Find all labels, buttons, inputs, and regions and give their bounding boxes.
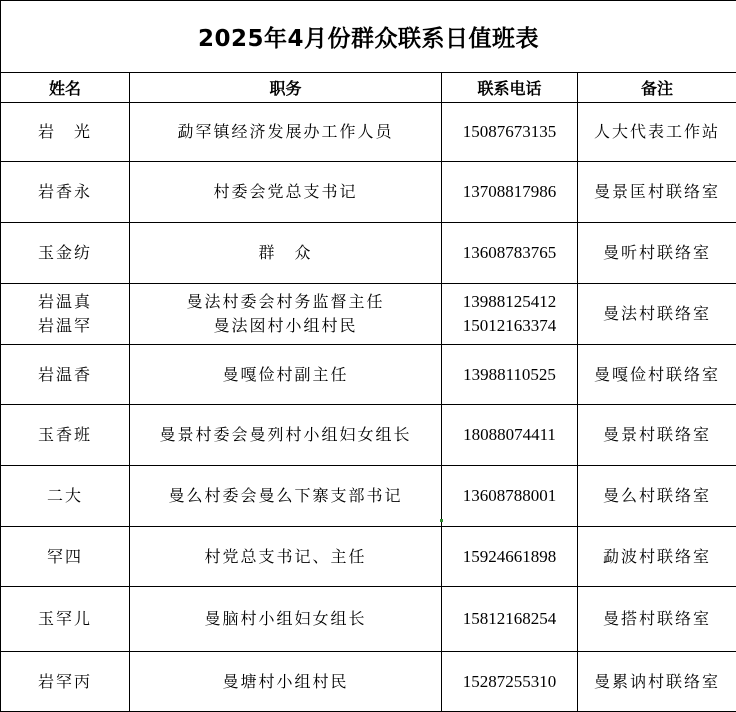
- table-row: [1, 103, 736, 162]
- position-cell: [130, 466, 442, 527]
- position-cell-text: 曼景村委会曼列村小组妇女组长: [130, 423, 441, 447]
- header-phone: 联系电话: [442, 73, 578, 103]
- note-cell: [578, 405, 736, 466]
- position-cell: [130, 284, 442, 345]
- roster-body: [1, 103, 736, 712]
- name-cell: [1, 162, 130, 223]
- phone-cell: [442, 466, 578, 527]
- table-row: [1, 466, 736, 527]
- phone-cell-text: 13608788001: [442, 484, 577, 508]
- note-cell-text: 曼听村联络室: [578, 241, 736, 265]
- name-cell: [1, 466, 130, 527]
- note-cell-text: 勐波村联络室: [578, 545, 736, 569]
- phone-cell: [442, 162, 578, 223]
- position-cell: [130, 223, 442, 284]
- position-cell: [130, 527, 442, 587]
- phone-cell-text: 15087673135: [442, 120, 577, 144]
- note-cell-text: 曼嘎俭村联络室: [578, 363, 736, 387]
- note-cell: [578, 652, 736, 712]
- phone-cell: [442, 103, 578, 162]
- phone-cell-text: 15812168254: [442, 607, 577, 631]
- position-cell-text: 勐罕镇经济发展办工作人员: [130, 120, 441, 144]
- position-cell: [130, 405, 442, 466]
- name-cell: [1, 652, 130, 712]
- phone-cell-text: 13988125412: [442, 290, 577, 314]
- name-cell-text: 玉香班: [1, 423, 129, 447]
- name-cell: [1, 223, 130, 284]
- phone-cell: [442, 652, 578, 712]
- position-cell-text: 村党总支书记、主任: [130, 545, 441, 569]
- note-cell: [578, 103, 736, 162]
- note-cell-text: 曼搭村联络室: [578, 607, 736, 631]
- table-row: [1, 162, 736, 223]
- table-row: [1, 405, 736, 466]
- position-cell-text: 曼塘村小组村民: [130, 670, 441, 694]
- name-cell-text: 玉金纺: [1, 241, 129, 265]
- position-cell-text: 曼法村委会村务监督主任: [130, 290, 441, 314]
- phone-cell: [442, 284, 578, 345]
- name-cell-text: 岩温真: [1, 290, 129, 314]
- note-cell-text: 曼累讷村联络室: [578, 670, 736, 694]
- name-cell-text: 岩温香: [1, 363, 129, 387]
- header-row: [1, 73, 736, 103]
- note-cell: [578, 587, 736, 652]
- position-cell-text: 曼法囡村小组村民: [130, 314, 441, 338]
- note-cell-text: 人大代表工作站: [578, 120, 736, 144]
- position-cell-text: 群 众: [130, 241, 441, 265]
- position-cell: [130, 587, 442, 652]
- phone-cell-text: 15012163374: [442, 314, 577, 338]
- phone-cell-text: 13708817986: [442, 180, 577, 204]
- phone-cell: [442, 527, 578, 587]
- phone-cell-text: 18088074411: [442, 423, 577, 447]
- name-cell-text: 罕四: [1, 545, 129, 569]
- name-cell-text: 二大: [1, 484, 129, 508]
- phone-cell-text: 15924661898: [442, 545, 577, 569]
- note-cell: [578, 284, 736, 345]
- header-name: 姓名: [1, 73, 130, 103]
- note-cell: [578, 466, 736, 527]
- header-position: 职务: [130, 73, 442, 103]
- note-cell-text: 曼么村联络室: [578, 484, 736, 508]
- table-row: [1, 652, 736, 712]
- phone-cell-text: 13988110525: [442, 363, 577, 387]
- name-cell: [1, 527, 130, 587]
- table-row: [1, 587, 736, 652]
- cell-marker: [440, 519, 443, 522]
- position-cell: [130, 162, 442, 223]
- name-cell: [1, 405, 130, 466]
- phone-cell-text: 13608783765: [442, 241, 577, 265]
- position-cell-text: 曼嘎俭村副主任: [130, 363, 441, 387]
- phone-cell: [442, 345, 578, 405]
- note-cell-text: 曼景村联络室: [578, 423, 736, 447]
- position-cell-text: 曼脑村小组妇女组长: [130, 607, 441, 631]
- position-cell-text: 曼么村委会曼么下寨支部书记: [130, 484, 441, 508]
- note-cell: [578, 223, 736, 284]
- table-row: [1, 345, 736, 405]
- position-cell: [130, 652, 442, 712]
- position-cell: [130, 345, 442, 405]
- name-cell-text: 玉罕儿: [1, 607, 129, 631]
- note-cell-text: 曼景匡村联络室: [578, 180, 736, 204]
- phone-cell: [442, 405, 578, 466]
- table-title: 2025年4月份群众联系日值班表: [1, 1, 736, 73]
- phone-cell-text: 15287255310: [442, 670, 577, 694]
- note-cell: [578, 527, 736, 587]
- name-cell: [1, 103, 130, 162]
- header-note: 备注: [578, 73, 736, 103]
- table-row: [1, 223, 736, 284]
- title-row: [1, 1, 736, 73]
- note-cell: [578, 345, 736, 405]
- note-cell: [578, 162, 736, 223]
- position-cell: [130, 103, 442, 162]
- name-cell: [1, 345, 130, 405]
- note-cell-text: 曼法村联络室: [578, 302, 736, 326]
- phone-cell: [442, 223, 578, 284]
- table-row: [1, 284, 736, 345]
- name-cell-text: 岩罕丙: [1, 670, 129, 694]
- name-cell: [1, 284, 130, 345]
- name-cell-text: 岩 光: [1, 120, 129, 144]
- table-row: [1, 527, 736, 587]
- name-cell: [1, 587, 130, 652]
- phone-cell: [442, 587, 578, 652]
- position-cell-text: 村委会党总支书记: [130, 180, 441, 204]
- name-cell-text: 岩温罕: [1, 314, 129, 338]
- name-cell-text: 岩香永: [1, 180, 129, 204]
